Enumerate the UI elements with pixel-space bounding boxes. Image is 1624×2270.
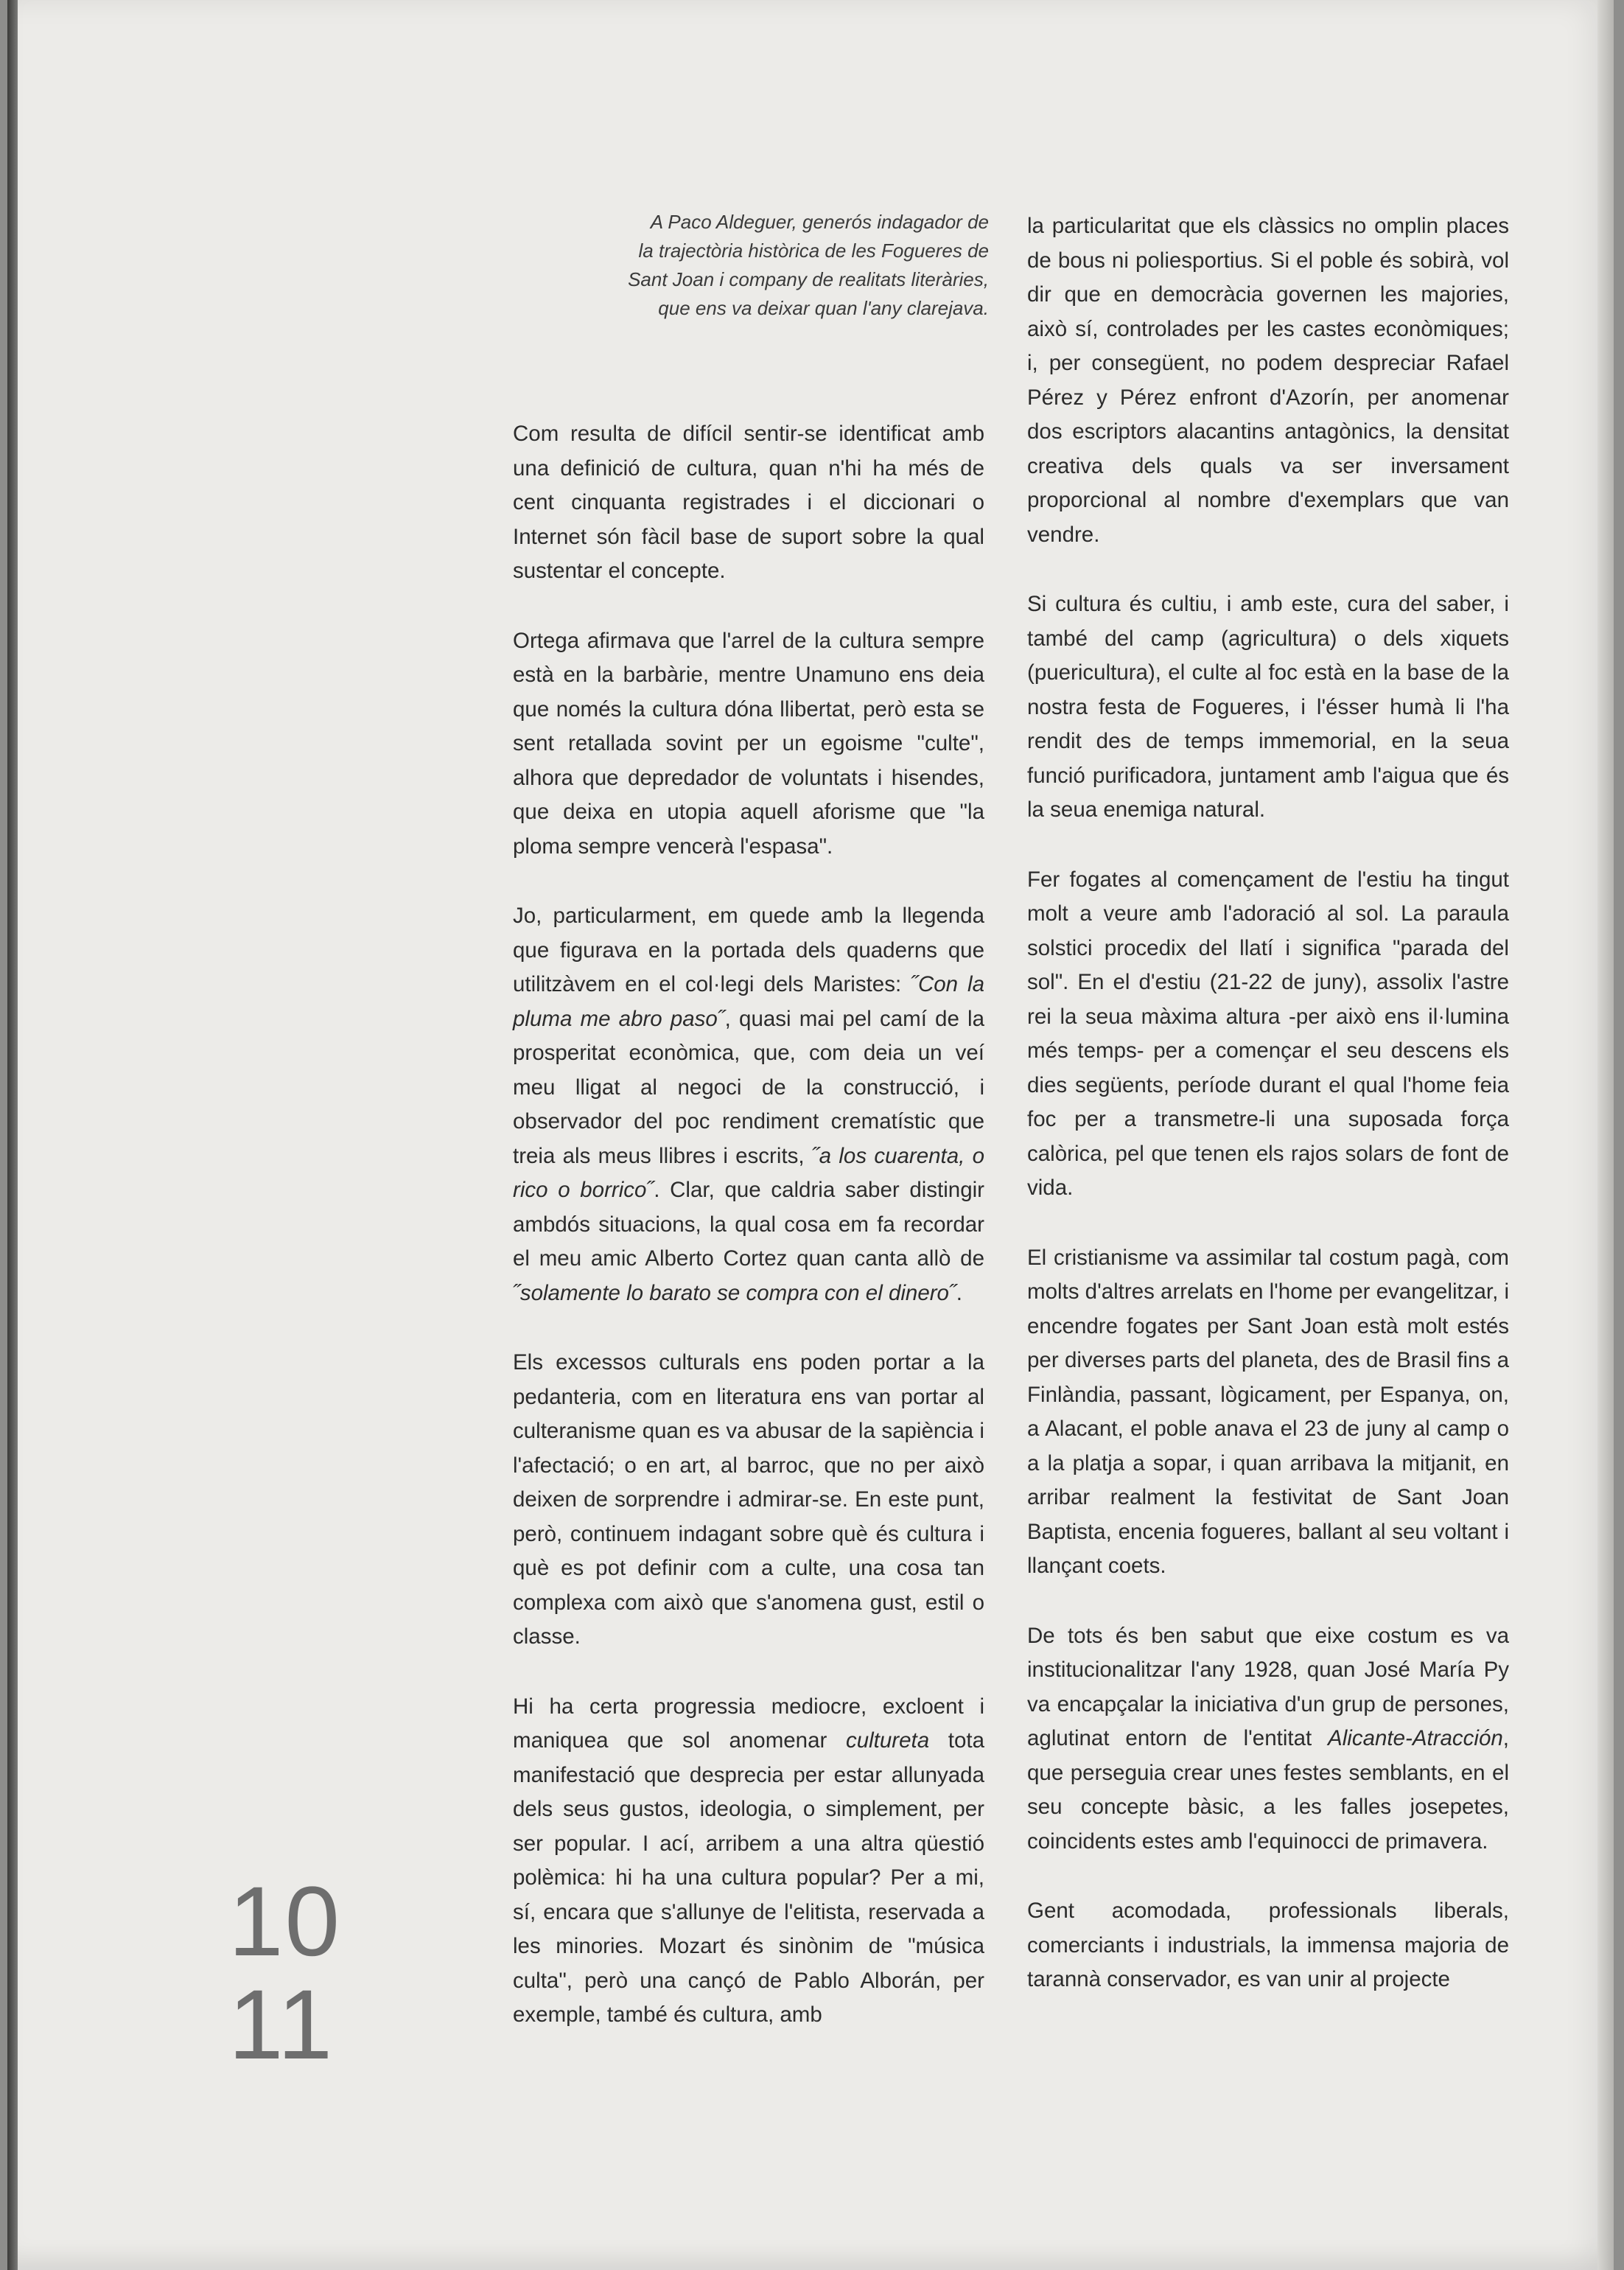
paragraph: Ortega afirmava que l'arrel de la cultura sempre està en la barbàrie, mentre Unamuno ens deia que només la cultura dóna llibertat, però esta se sent retallada sovint per un egoisme "culte", alhora que depredador de voluntats i hisendes, que deixa en utopia aquell aforisme que "la ploma sempre vencerà l'espasa". <box>513 628 984 859</box>
paragraph: Si cultura és cultiu, i amb este, cura del saber, i també del camp (agricultura) o dels xiquets (puericultura), el culte al foc està en la base de la nostra festa de Fogueres, i l'ésser humà li l'ha rendit des de temps immemorial, en la seua funció purificadora, juntament amb l'aigua que és la seua enemiga natural. <box>1027 592 1509 822</box>
text-run: tota manifestació que desprecia per estar allunyada dels seus gustos, ideologia, o simplement, per ser popular. I ací, arribem a una altra qüestió polèmica: hi ha una cultura popular? Per a mi, sí, encara que s'allunye de l'elitista, reservada a les minories. Mozart és sinònim de "música culta", però una cançó de Pablo Alborán, per exemple, també és cultura, amb <box>513 1728 984 2027</box>
dedication-line: Sant Joan i company de realitats literàries, <box>628 268 989 290</box>
term-italic: cultureta <box>845 1728 930 1753</box>
text-run: Hi ha certa progressia mediocre, excloent i maniquea que sol anomenar <box>513 1694 984 1753</box>
dedication-line: A Paco Aldeguer, generós indagador de <box>650 211 989 233</box>
page-edge <box>1597 0 1614 2270</box>
text-run: , quasi mai pel camí de la prosperitat econòmica, que, com deia un veí meu lligat al negoci de la construcció, i observador del poc rendiment crematístic que treia als meus llibres i escrits, <box>513 1006 984 1168</box>
dedication <box>582 208 989 323</box>
binding-spine <box>7 0 18 2270</box>
magazine-page <box>7 0 1614 2270</box>
paragraph: Els excessos culturals ens poden portar a la pedanteria, com en literatura ens van portar al culteranisme quan es va abusar de la sapiència i l'afectació; o en art, al barroc, que no per això deixen de sorprendre i admirar-se. En este punt, però, continuem indagant sobre què és cultura i què es pot definir com a culte, una cosa tan complexa com això que s'anomena gust, estil o classe. <box>513 1350 984 1649</box>
dedication-line: que ens va deixar quan l'any clarejava. <box>658 297 989 319</box>
paragraph <box>513 1690 984 2033</box>
text-run: Jo, particularment, em quede amb la llegenda que figurava en la portada dels quaderns que utilitzàvem en el col·legi dels Maristes: <box>513 904 984 996</box>
quote-italic: ˝a los cuarenta, o rico o borrico˝ <box>513 1143 984 1202</box>
dedication-line: la trajectòria històrica de les Fogueres de <box>638 240 989 262</box>
entity-italic: Alicante-Atracción <box>1328 1726 1503 1750</box>
quote-italic: ˝Con la pluma me abro paso˝ <box>513 972 984 1031</box>
page-number-left: 10 <box>228 1867 342 1977</box>
text-run: De tots és ben sabut que eixe costum es va institucionalitzar l'any 1928, quan José María Py va encapçalar la iniciativa d'un grup de persones, aglutinat entorn de l'entitat <box>1027 1623 1509 1750</box>
paragraph <box>1027 1619 1509 1859</box>
paragraph: El cristianisme va assimilar tal costum pagà, com molts d'altres arrelats en l'home per evangelitzar, i encendre fogates per Sant Joan està molt estés per diverses parts del planeta, des de Brasil fins a Finlàndia, passant, lògicament, per Espanya, on, a Alacant, el poble anava el 23 de juny al camp o a la platja a sopar, i quan arribava la mitjanit, en arribar realment la festivitat de Sant Joan Baptista, encenia fogueres, ballant al seu voltant i llançant coets. <box>1027 1245 1510 1578</box>
page-numbers <box>228 1867 342 2080</box>
paragraph: Fer fogates al començament de l'estiu ha tingut molt a veure amb l'adoració al sol. La paraula solstici procedix del llatí i significa "parada del sol". En el d'estiu (21-22 de juny), assolix l'astre rei la seua màxima altura -per això ens il·lumina més temps- per a començar el seu descens els dies següents, període durant el qual l'home feia foc per a transmetre-li una suposada força calòrica, pel que tenen els rajos solars de font de vida. <box>1027 867 1509 1200</box>
quote-italic: ˝solamente lo barato se compra con el dinero˝ <box>513 1280 956 1305</box>
paragraph <box>513 899 984 1310</box>
page-number-right: 11 <box>228 1970 335 2080</box>
text-run: . <box>956 1280 962 1305</box>
paragraph: Com resulta de difícil sentir-se identificat amb una definició de cultura, quan n'hi ha més de cent cinquanta registrades i el diccionari o Internet són fàcil base de suport sobre la qual sustentar el concepte. <box>513 422 984 583</box>
text-run: , que perseguia crear unes festes semblants, en el seu concepte bàsic, a les falles josepetes, coincidents estes amb l'equinocci de primavera. <box>1027 1726 1509 1854</box>
paragraph: Gent acomodada, professionals liberals, comerciants i industrials, la immensa majoria de tarannà conservador, es van unir al projecte <box>1027 1899 1509 1991</box>
right-column <box>1027 209 1509 2033</box>
text-run: . Clar, que caldria saber distingir ambdós situacions, la qual cosa em fa recordar el meu amic Alberto Cortez quan canta allò de <box>513 1178 984 1271</box>
left-column <box>513 417 984 2068</box>
paragraph: la particularitat que els clàssics no omplin places de bous ni poliesportius. Si el poble és sobirà, vol dir que en democràcia governen les majories, això sí, controlades per les castes econòmiques; i, per consegüent, no podem despreciar Rafael Pérez y Pérez enfront d'Azorín, per anomenar dos escriptors alacantins antagònics, la densitat creativa dels quals va ser inversament proporcional al nombre d'exemplars que van vendre. <box>1027 214 1509 547</box>
